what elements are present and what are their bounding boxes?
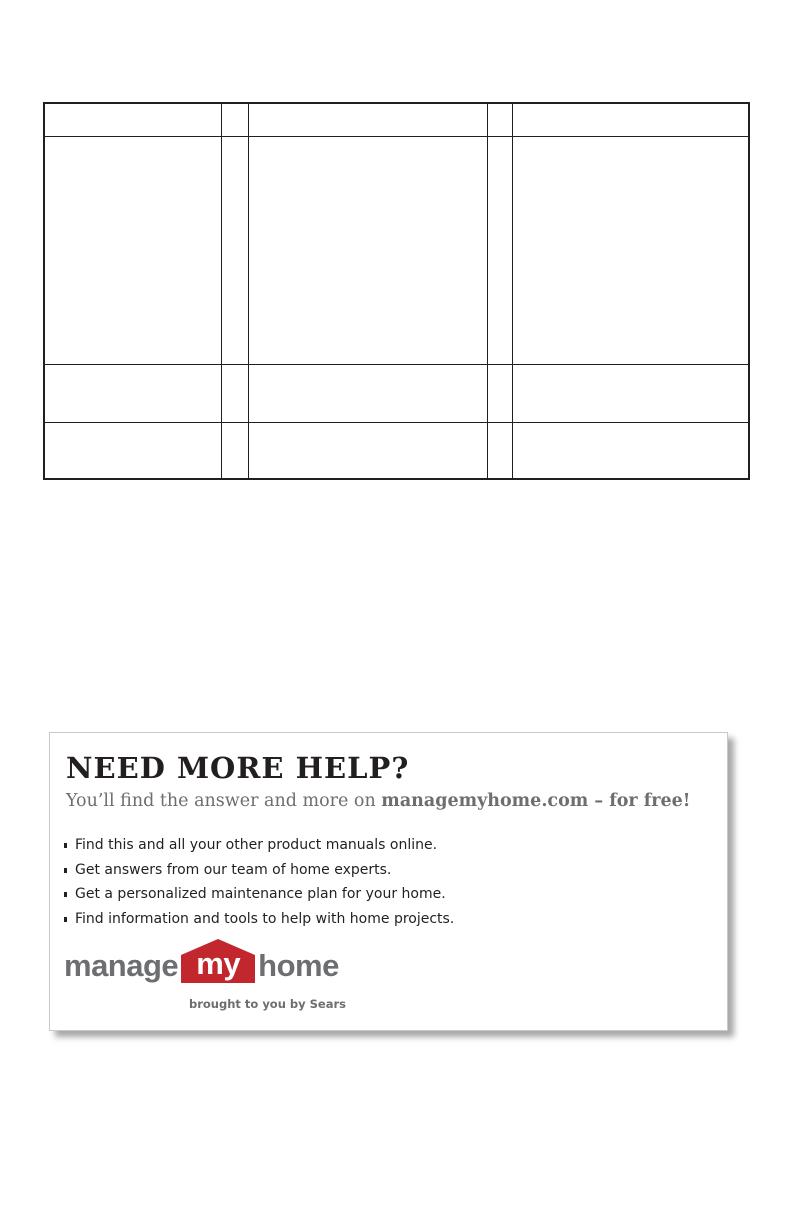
- subline-text: You’ll find the answer and more on: [66, 791, 382, 811]
- table-cell: [512, 136, 749, 364]
- help-subline: [66, 791, 690, 811]
- table-row: [44, 364, 749, 422]
- table-cell: [221, 364, 248, 422]
- subline-link-text: managemyhome.com – for free!: [381, 791, 691, 811]
- bullet-icon: [64, 868, 67, 873]
- table-cell: [44, 103, 221, 136]
- table-cell: [221, 103, 248, 136]
- list-item-text: Get answers from our team of home experts.: [75, 861, 392, 878]
- empty-grid-table: [43, 102, 750, 480]
- table-cell: [487, 364, 512, 422]
- table-cell: [487, 136, 512, 364]
- bullet-icon: [64, 892, 67, 897]
- table-cell: [248, 136, 487, 364]
- logo-tagline: brought to you by Sears: [189, 997, 346, 1011]
- list-item: [64, 833, 454, 858]
- table-cell: [44, 364, 221, 422]
- table-cell: [512, 422, 749, 479]
- list-item-text: Find information and tools to help with home projects.: [75, 911, 455, 928]
- table-cell: [512, 103, 749, 136]
- table-cell: [44, 136, 221, 364]
- table-cell: [221, 136, 248, 364]
- list-item: [64, 882, 454, 907]
- logo-word-home: home: [258, 948, 339, 983]
- table-row: [44, 103, 749, 136]
- house-icon: [179, 939, 257, 983]
- logo-word-my: my: [196, 946, 241, 981]
- help-headline: NEED MORE HELP?: [66, 751, 410, 785]
- managemyhome-logo: [64, 939, 339, 983]
- bullet-icon: [64, 917, 67, 922]
- bullet-icon: [64, 843, 67, 848]
- need-more-help-card: [49, 732, 728, 1031]
- table-cell: [512, 364, 749, 422]
- help-bullet-list: [64, 833, 454, 932]
- table-cell: [248, 364, 487, 422]
- table-cell: [487, 103, 512, 136]
- table-row: [44, 136, 749, 364]
- table-cell: [248, 422, 487, 479]
- table-row: [44, 422, 749, 479]
- list-item-text: Get a personalized maintenance plan for your home.: [75, 886, 446, 903]
- table-cell: [221, 422, 248, 479]
- logo-word-manage: manage: [64, 948, 179, 983]
- table-cell: [487, 422, 512, 479]
- table-cell: [248, 103, 487, 136]
- list-item-text: Find this and all your other product manuals online.: [75, 837, 438, 853]
- table-cell: [44, 422, 221, 479]
- list-item: [64, 858, 454, 883]
- list-item: [64, 907, 454, 932]
